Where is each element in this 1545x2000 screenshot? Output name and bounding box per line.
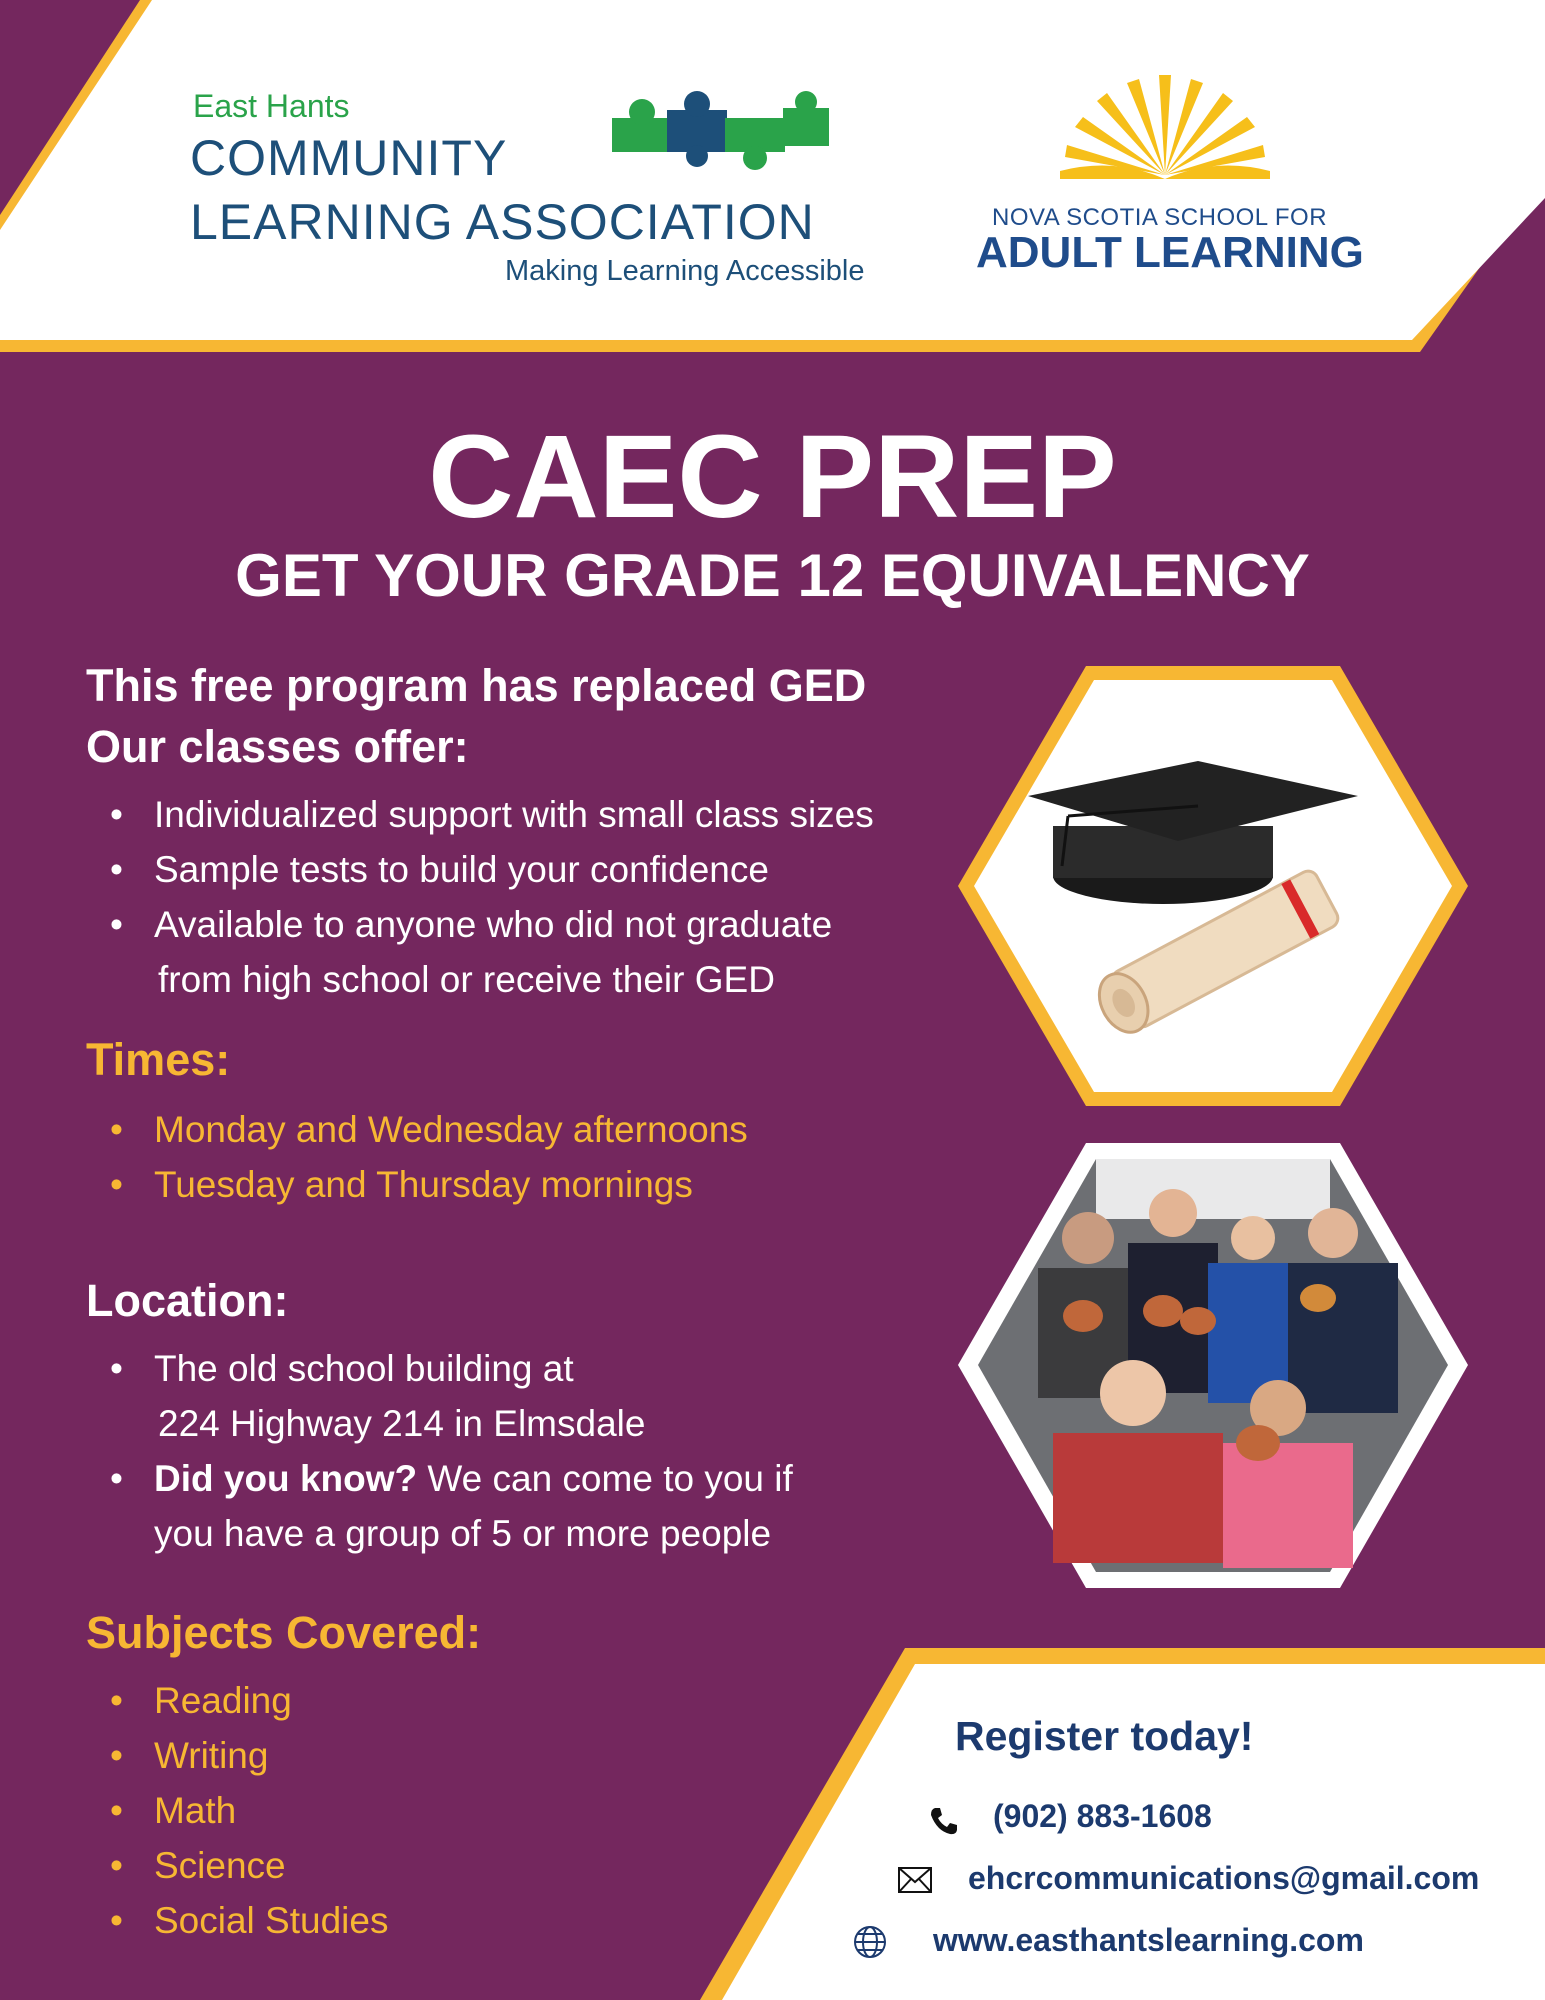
intro-line2: Our classes offer: [86,720,469,772]
list-item: • Math [86,1783,388,1838]
ehcla-logo-learning-association: LEARNING ASSOCIATION [190,194,815,250]
list-item-continuation: 224 Highway 214 in Elmsdale [158,1403,646,1444]
intro-heading [86,656,866,778]
phone-icon [928,1805,960,1837]
list-item [86,1341,793,1451]
did-you-know-label: Did you know? [154,1458,418,1499]
subjects-list [86,1673,388,1948]
list-item-text: We can come to you if [417,1458,793,1499]
list-item: • Social Studies [86,1893,388,1948]
website-link[interactable]: www.easthantslearning.com [933,1922,1364,1958]
times-list [86,1102,748,1212]
sunburst-book-icon [1055,75,1275,180]
group-photo-hexagon-image [958,1143,1468,1588]
list-item-continuation: you have a group of 5 or more people [154,1513,772,1554]
list-item: • Science [86,1838,388,1893]
list-item-text: The old school building at [154,1348,574,1389]
list-item: • Writing [86,1728,388,1783]
globe-icon [852,1924,888,1960]
phone-number[interactable]: (902) 883-1608 [993,1798,1212,1834]
subjects-heading: Subjects Covered: [86,1607,482,1658]
nssal-logo-line1: NOVA SCOTIA SCHOOL FOR [992,204,1328,231]
intro-line1: This free program has replaced GED [86,660,867,711]
list-item [86,897,874,1007]
graduation-hexagon-image [958,666,1468,1106]
puzzle-icon [607,90,835,180]
list-item: • Sample tests to build your confidence [86,842,874,897]
list-item: • Monday and Wednesday afternoons [86,1102,748,1157]
register-heading: Register today! [955,1713,1254,1759]
email-address[interactable]: ehcrcommunications@gmail.com [968,1860,1480,1896]
list-item: • Tuesday and Thursday mornings [86,1157,748,1212]
list-item-text: Available to anyone who did not graduate [154,904,833,945]
page-subtitle: GET YOUR GRADE 12 EQUIVALENCY [235,542,1310,609]
nssal-logo-line2: ADULT LEARNING [976,228,1364,277]
ehcla-logo-tagline: Making Learning Accessible [505,255,865,287]
list-item: • Individualized support with small class sizes [86,787,874,842]
ehcla-logo-east-hants: East Hants [193,88,350,124]
page-title: CAEC PREP [428,411,1117,543]
location-list [86,1341,793,1561]
list-item-continuation: from high school or receive their GED [158,959,775,1000]
list-item: • Reading [86,1673,388,1728]
times-heading: Times: [86,1034,231,1085]
offer-list [86,787,874,1007]
location-heading: Location: [86,1275,289,1326]
list-item [86,1451,793,1561]
mail-icon [897,1866,933,1894]
ehcla-logo-community: COMMUNITY [190,130,508,186]
